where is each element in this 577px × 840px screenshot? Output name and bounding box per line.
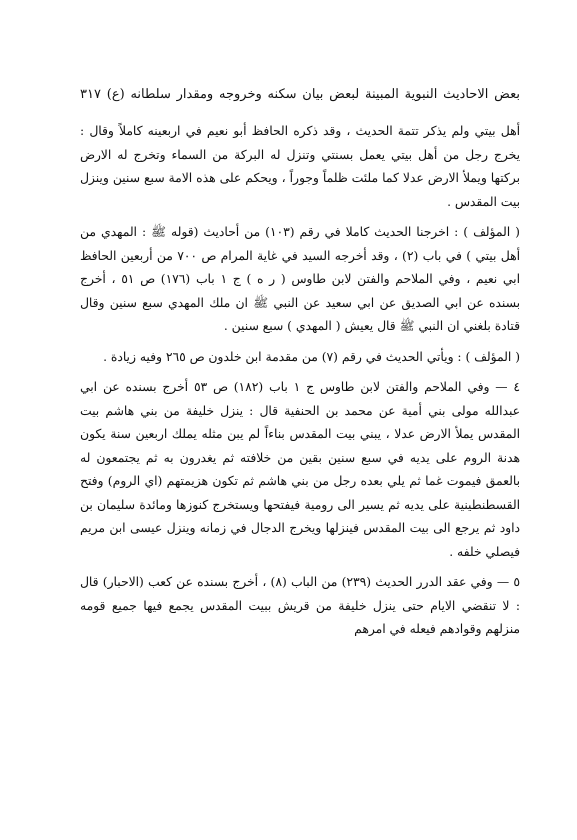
paragraph-author-note-2: ( المؤلف ) : ويأتي الحديث في رقم (٧) من مقدمة ابن خلدون ص ٢٦٥ وفيه زيادة . <box>103 349 520 364</box>
paragraph-gap <box>80 564 520 571</box>
running-header: بعض الاحاديث النبوية المبينة لبعض بيان سكنه وخروجه ومقدار سلطانه (ع) ٣١٧ <box>80 87 520 102</box>
paragraph-gap <box>80 214 520 221</box>
paragraph-continuation: أهل بيتي ولم يذكر تتمة الحديث ، وقد ذكره الحافظ أبو نعيم في اربعينه كاملاً وقال : يخرج رجل من أهل بيتي يعمل بسنتي وتنزل له البركة من السماء وتخرج له الارض بركتها ويملأ الارض عدلا كما ملئت ظلماً وجوراً ، ويحكم على هذه الامة سبع سنين وينزل بيت المقدس . <box>80 124 520 209</box>
paragraph-hadith-4: ٤ — وفي الملاحم والفتن لابن طاوس ج ١ باب (١٨٢) ص ٥٣ أخرج بسنده عن ابي عبدالله مولى بني أمية عن محمد بن الحنفية قال : ينزل خليفة من بني هاشم بيت المقدس يملأ الارض عدلا ، يبني بيت المقدس بناءاً لم يبن مثله يملك اربعين سنة يكون هدنة الروم على يديه في سبع سنين بقين من خلافته ثم يغدرون به ثم يجتمعون له بالعمق فيموت غما ثم يلي بعده رجل من بني هاشم ثم تكون هزيمتهم (اي الروم) وفتح القسطنطينية على يديه ثم يسير الى رومية فيفتحها ويستخرج كنوزها ومائدة سليمان بن داود ثم يرجع الى بيت المقدس فينزلها ويخرج الدجال في زمانه وينزل عيسى ابن مريم فيصلي خلفه . <box>80 380 520 559</box>
paragraph-gap <box>80 339 520 346</box>
paragraph-hadith-5: ٥ — وفي عقد الدرر الحديث (٢٣٩) من الباب (٨) ، أخرج بسنده عن كعب (الاحبار) قال : لا تنقضي الايام حتى ينزل خليفة من قريش ببيت المقدس يجمع فيها جميع قومه منزلهم وقوادهم فيعله في امرهم <box>80 575 520 636</box>
paragraph-author-note-1: ( المؤلف ) : اخرجنا الحديث كاملا في رقم (١٠٣) من أحاديث (قوله ﷺ : المهدي من أهل بيتي ) في باب (٢) ، وقد أخرجه السيد في غاية المرام ص ٧٠٠ من أربعين الحافظ ابي نعيم ، وفي الملاحم والفتن لابن طاوس ( ر ه ) ج ١ باب (١٧٦) ص ٥١ ، أخرج بسنده عن ابي الصديق عن ابي سعيد عن النبي ﷺ ان ملك المهدي سبع سنين وقال قتادة بلغني ان النبي ﷺ قال يعيش ( المهدي ) سبع سنين . <box>80 225 521 333</box>
paragraph-gap <box>80 369 520 376</box>
document-page <box>80 86 520 642</box>
